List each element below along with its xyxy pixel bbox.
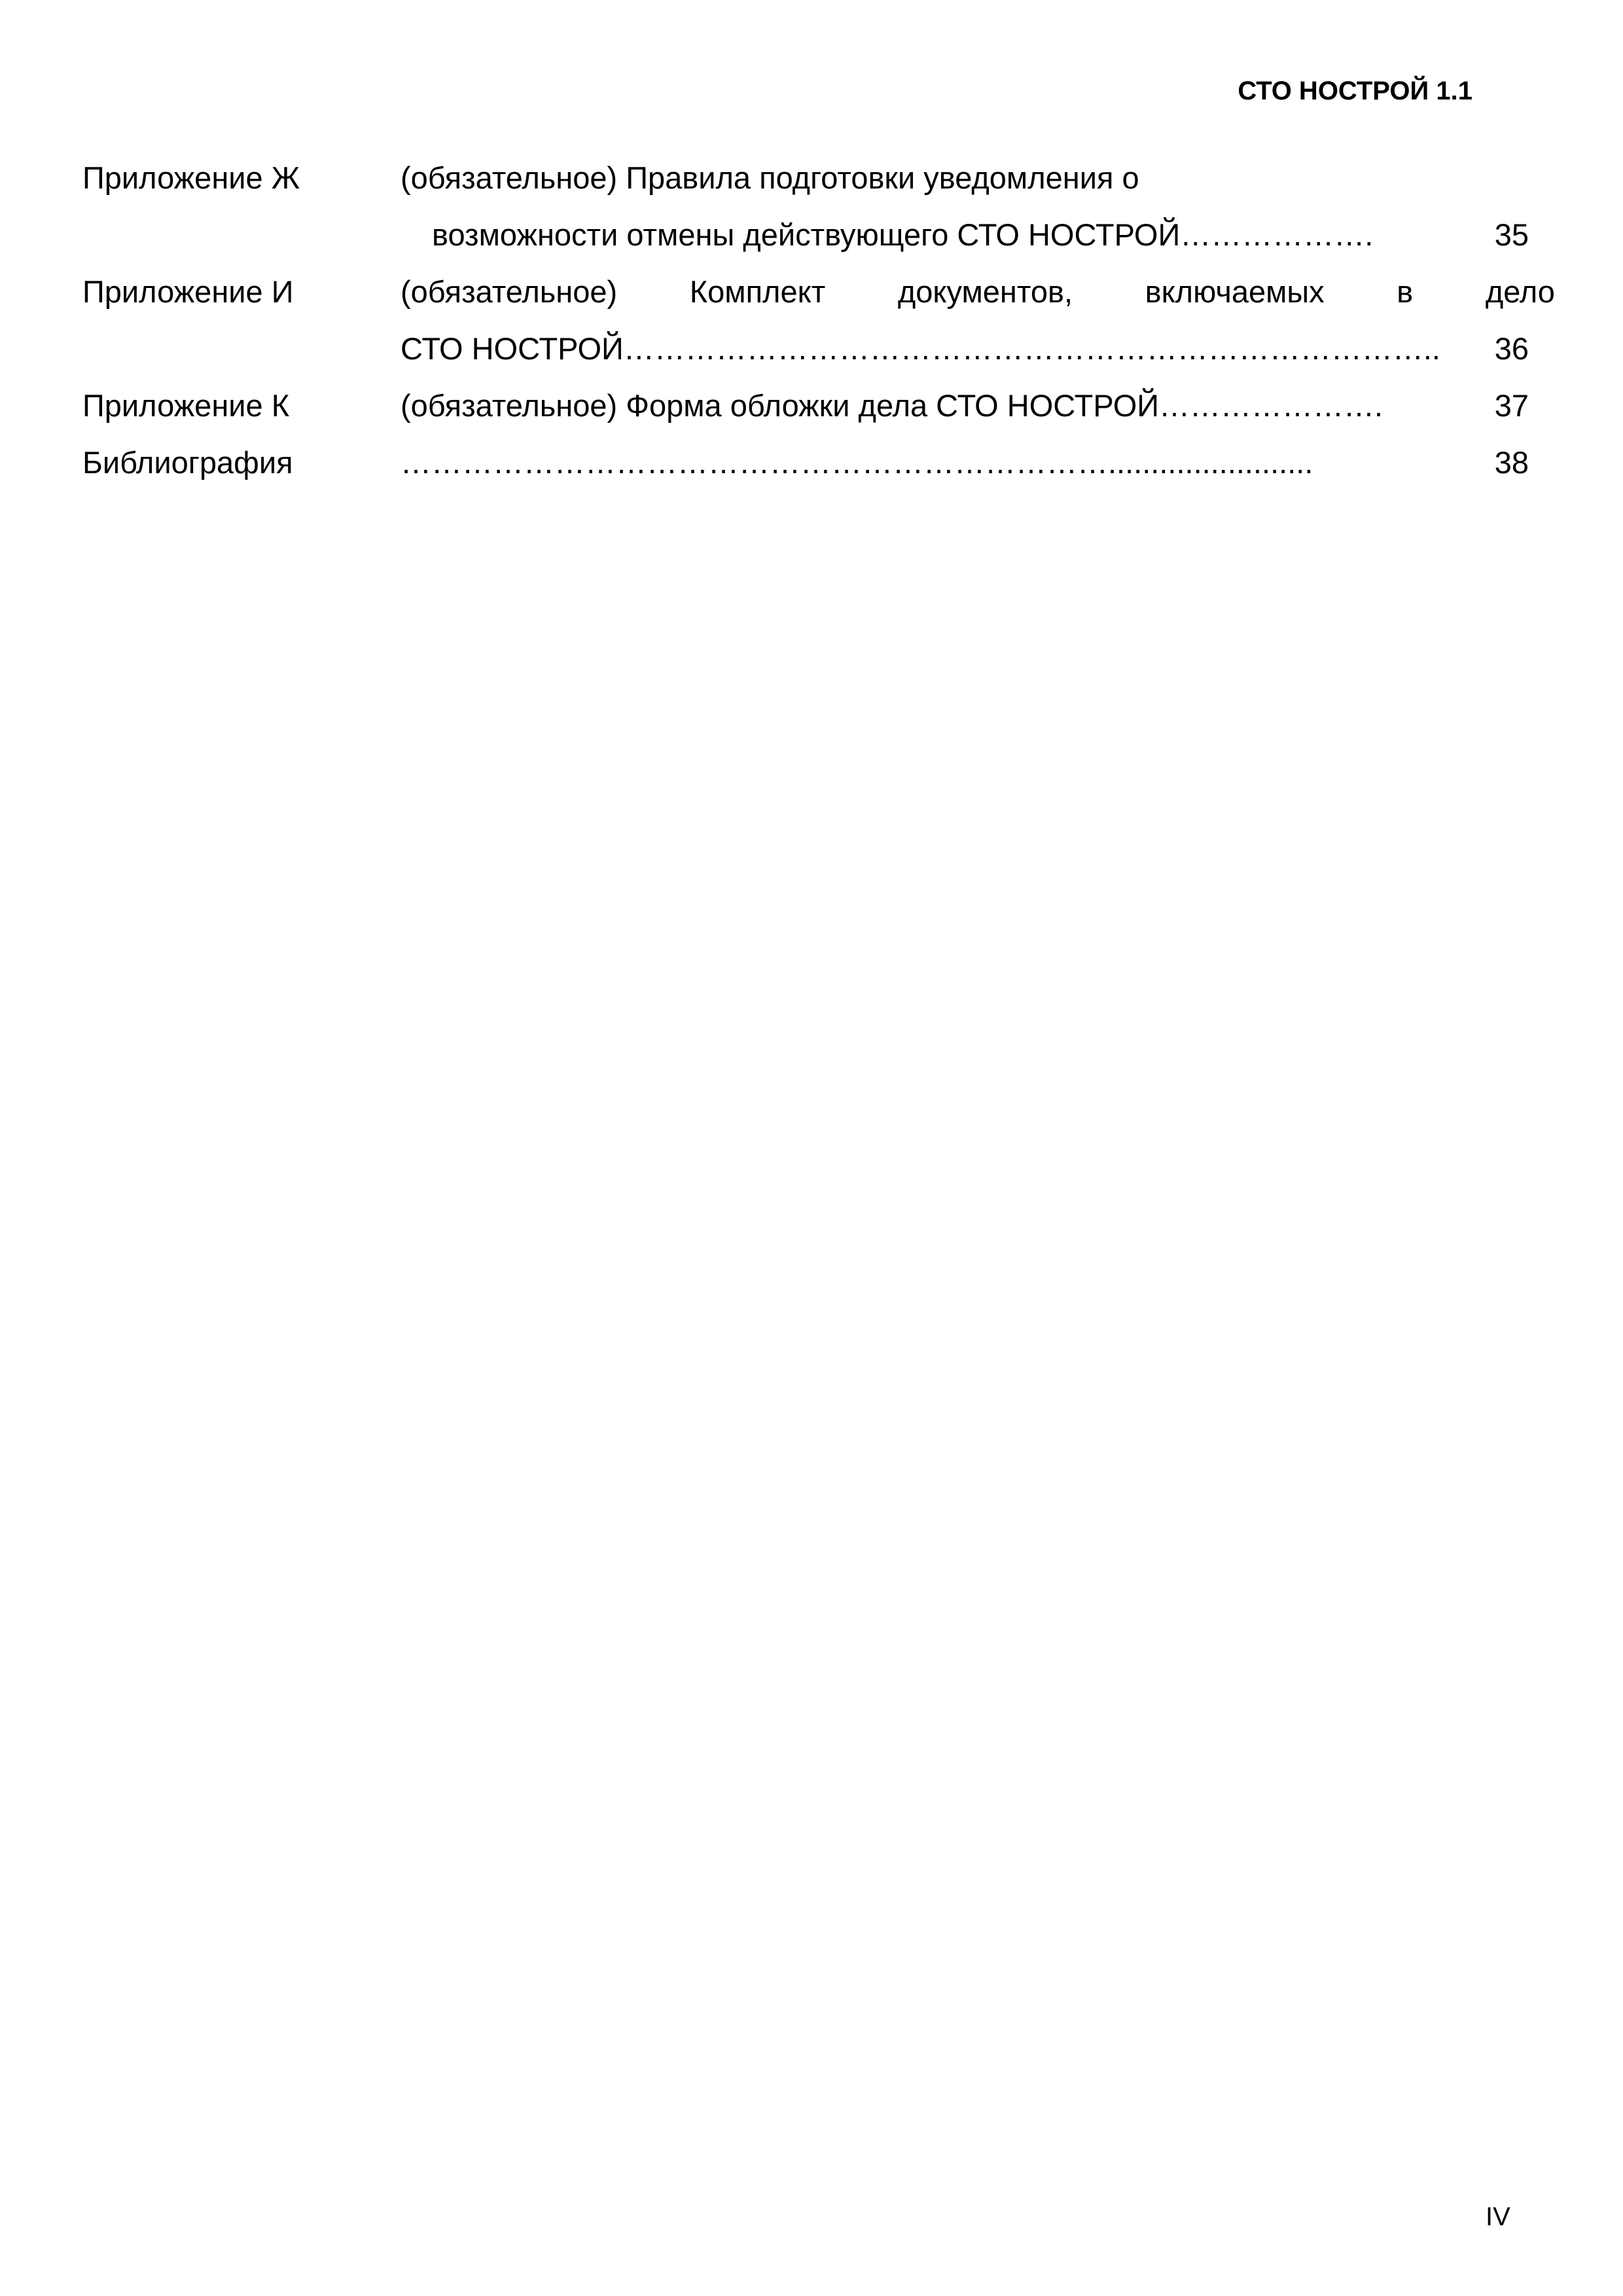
- toc-entry-label: Приложение Ж: [82, 160, 300, 195]
- toc-entry-title-word: документов,: [897, 274, 1073, 309]
- toc-entry-title-word: дело: [1485, 274, 1555, 309]
- table-of-contents: [82, 149, 1555, 491]
- toc-entry-page-number: 36: [1494, 331, 1529, 366]
- toc-entry-label: Библиография: [82, 445, 293, 480]
- toc-entry-label: Приложение И: [82, 274, 294, 309]
- toc-entry-title-word: (обязательное): [401, 274, 618, 309]
- toc-entry-title: (обязательное) Форма обложки дела СТО НОСТРОЙ………………….: [401, 388, 1383, 423]
- toc-entry-label: Приложение К: [82, 388, 290, 423]
- toc-entry-page-number: 38: [1494, 445, 1529, 480]
- toc-entry-title: (обязательное) Правила подготовки уведомления о: [401, 160, 1139, 195]
- toc-entry-title-continuation: возможности отмены действующего СТО НОСТРОЙ……………….: [432, 217, 1374, 252]
- toc-entry-appendix-k: [82, 377, 1529, 434]
- toc-entry-title-word: Комплект: [689, 274, 826, 309]
- toc-entry-title: [401, 263, 1555, 320]
- toc-entry-title-continuation: СТО НОСТРОЙ……………………………………………………………………..: [401, 331, 1440, 366]
- toc-entry-title-word: включаемых: [1145, 274, 1325, 309]
- toc-entry-leader-dots: ……………………………………………………………........................: [401, 445, 1313, 480]
- document-code-header: СТО НОСТРОЙ 1.1: [1238, 77, 1472, 105]
- toc-entry-title-word: в: [1397, 274, 1414, 309]
- toc-entry-bibliography: [82, 434, 1529, 491]
- toc-entry-appendix-i: [82, 263, 1555, 377]
- toc-entry-page-number: 37: [1494, 388, 1529, 423]
- toc-entry-appendix-zh: [82, 149, 1529, 263]
- page-folio: IV: [1486, 2202, 1510, 2231]
- toc-entry-page-number: 35: [1494, 217, 1529, 252]
